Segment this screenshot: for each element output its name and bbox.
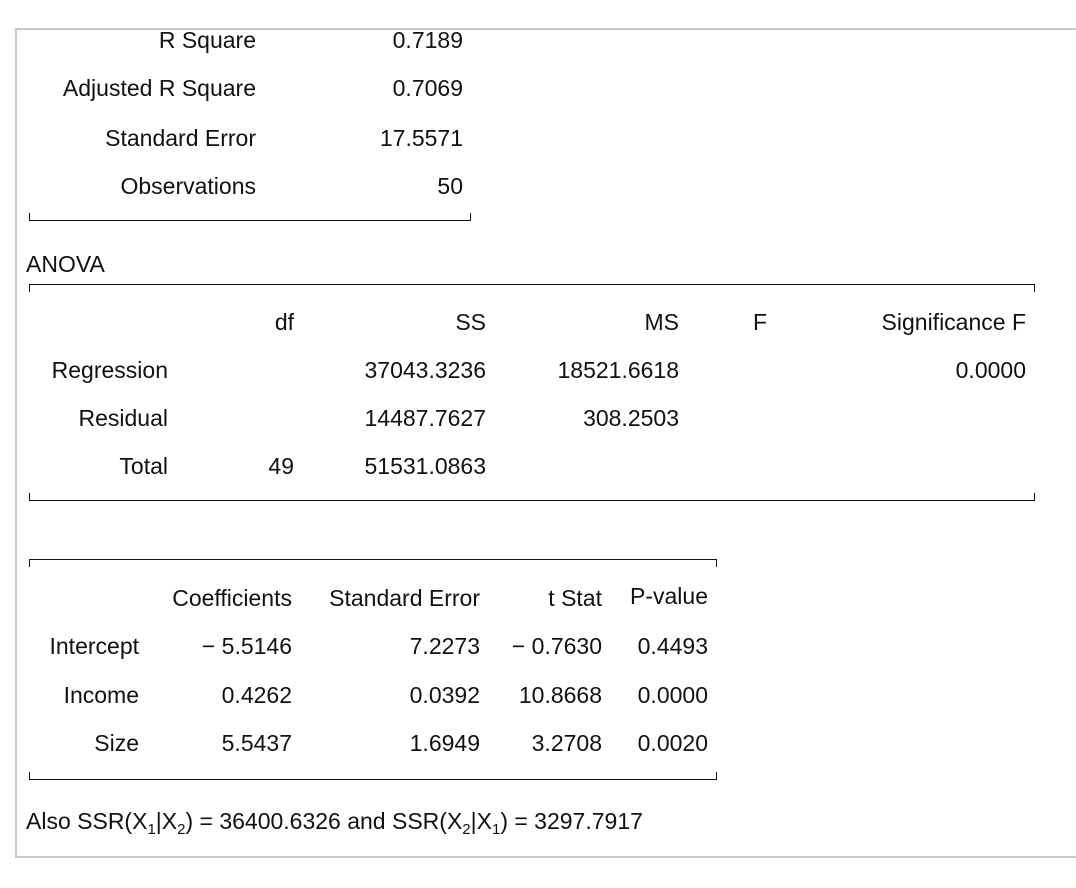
column-header: SS [455,309,486,335]
tstat-cell: 3.2708 [531,730,602,756]
stat-value: 0.7189 [392,27,463,53]
rule-tick [1034,284,1035,292]
row-label: Regression [51,357,168,383]
rule-tick [716,772,717,780]
stat-label: Standard Error [105,125,256,151]
tstat-cell: 10.8668 [518,682,602,708]
rule-tick [29,493,30,501]
sigf-cell: 0.0000 [955,357,1026,383]
column-header: df [274,309,294,335]
table-rule [29,559,717,560]
se-cell: 7.2273 [409,633,480,659]
ss-cell: 51531.0863 [364,453,486,479]
table-rule [29,284,1035,285]
column-header: Coefficients [172,585,292,611]
rule-tick [29,213,30,221]
coef-cell: 5.5437 [221,730,292,756]
pvalue-cell: 0.0000 [637,682,708,708]
coef-cell: 0.4262 [221,682,292,708]
row-label: Size [94,730,139,756]
column-header: MS [644,309,679,335]
stat-label: Observations [120,173,256,199]
row-label: Residual [78,405,168,431]
se-cell: 1.6949 [409,730,480,756]
tstat-cell: − 0.7630 [511,633,602,659]
stat-value: 0.7069 [392,75,463,101]
stat-value: 50 [437,173,463,199]
row-label: Income [63,682,139,708]
rule-tick [29,284,30,292]
ms-cell: 18521.6618 [557,357,679,383]
column-header: Standard Error [329,585,480,611]
pvalue-cell: 0.4493 [637,633,708,659]
pvalue-cell: 0.0020 [637,730,708,756]
coef-cell: − 5.5146 [201,633,292,659]
column-header: F [752,309,768,335]
row-label: Total [119,453,168,479]
stat-label: Adjusted R Square [62,75,256,101]
rule-tick [470,213,471,221]
table-rule [29,220,471,221]
ms-cell: 308.2503 [583,405,679,431]
footnote-ssr: Also $SSR(X_1|X_2) = 36400.6326$ and $SSR(X_2|X_1) = 3297.7917$ [26,808,643,838]
rule-tick [1034,493,1035,501]
anova-title: ANOVA [26,251,105,277]
table-rule [29,500,1035,501]
ss-cell: 37043.3236 [364,357,486,383]
rule-tick [716,559,717,567]
table-rule [29,779,717,780]
column-header: Significance F [881,309,1026,335]
stat-label: R Square [158,27,256,53]
column-header: P-value [630,583,708,609]
column-header: t Stat [548,585,602,611]
ss-cell: 14487.7627 [364,405,486,431]
df-cell: 49 [268,453,294,479]
row-label: Intercept [49,633,139,659]
stat-value: 17.5571 [379,125,463,151]
rule-tick [29,772,30,780]
rule-tick [29,559,30,567]
se-cell: 0.0392 [409,682,480,708]
